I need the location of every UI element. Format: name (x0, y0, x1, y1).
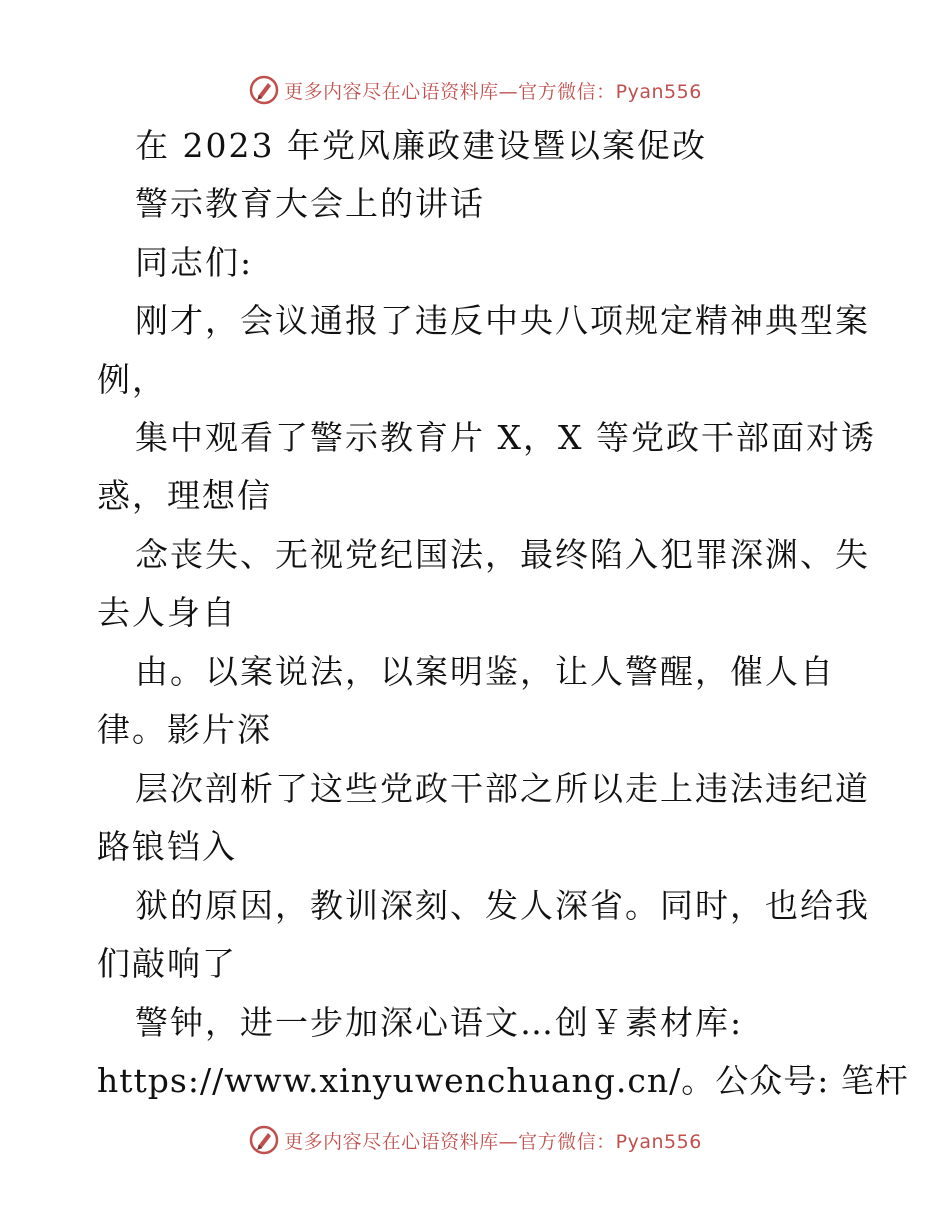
salutation: 同志们: (135, 243, 254, 282)
paragraph-line: 刚才，会议通报了违反中央八项规定精神典型案 (135, 301, 870, 340)
watermark-text: 更多内容尽在心语资料库—官方微信：Pyan556 (284, 1130, 702, 1153)
pen-seal-icon (248, 74, 280, 106)
paragraph-line: 例， (97, 360, 167, 399)
header-watermark (0, 70, 950, 110)
paragraph-line: 惑，理想信 (97, 476, 272, 515)
paragraph-line: 层次剖析了这些党政干部之所以走上违法违纪道 (135, 769, 870, 808)
paragraph-line: 由。以案说法，以案明鉴，让人警醒，催人自 (135, 652, 835, 691)
title-line-2: 警示教育大会上的讲话 (135, 184, 485, 223)
paragraph-line: 警钟，进一步加深心语文…创￥素材库: (135, 1003, 744, 1042)
paragraph-line: 律。影片深 (97, 710, 272, 749)
title-line-1: 在 2023 年党风廉政建设暨以案促改 (135, 126, 707, 165)
pen-seal-icon (248, 1124, 280, 1156)
url-line: https://www.xinyuwenchuang.cn/。公众号: 笔杆 (97, 1061, 909, 1100)
paragraph-line: 们敲响了 (97, 944, 237, 983)
paragraph-line: 去人身自 (97, 593, 237, 632)
paragraph-line: 狱的原因，教训深刻、发人深省。同时，也给我 (135, 886, 870, 925)
paragraph-line: 念丧失、无视党纪国法，最终陷入犯罪深渊、失 (135, 535, 870, 574)
footer-watermark (0, 1120, 950, 1160)
watermark-text: 更多内容尽在心语资料库—官方微信：Pyan556 (284, 80, 702, 103)
paragraph-line: 集中观看了警示教育片 X，X 等党政干部面对诱 (135, 418, 876, 457)
paragraph-line: 路锒铛入 (97, 827, 237, 866)
